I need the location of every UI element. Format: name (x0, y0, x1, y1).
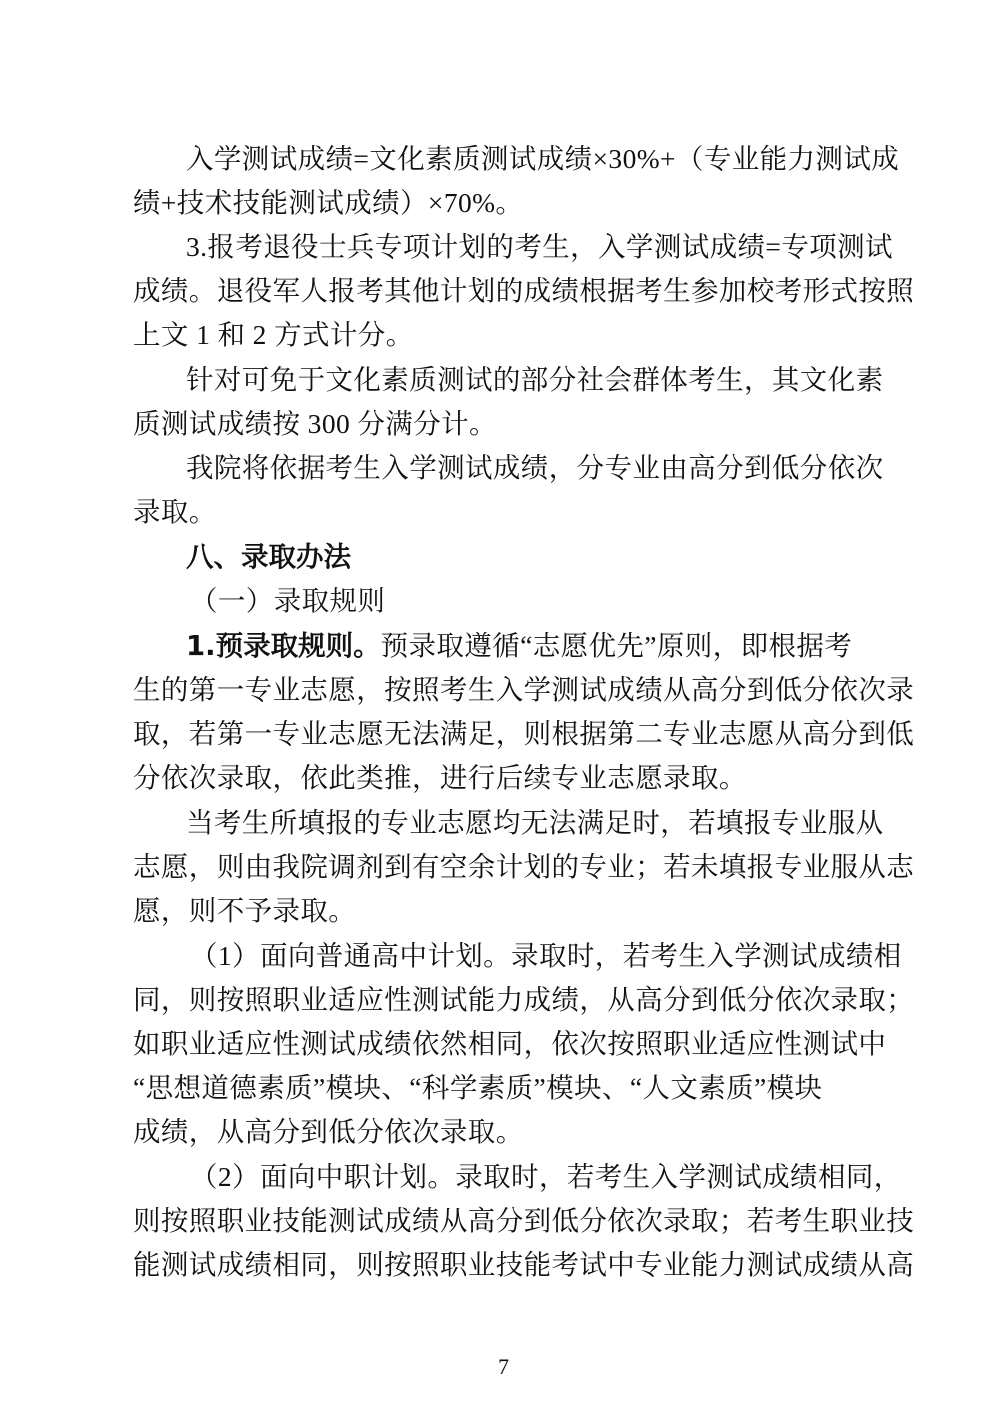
paragraph-line: （2）面向中职计划。录取时，若考生入学测试成绩相同， (190, 1161, 902, 1192)
rule1-text: 预录取遵循“志愿优先”原则，即根据考 (380, 630, 853, 661)
paragraph-line: 3.报考退役士兵专项计划的考生，入学测试成绩=专项测试 (186, 231, 893, 262)
section-heading: 八、录取办法 (186, 541, 351, 573)
paragraph-line: 取，若第一专业志愿无法满足，则根据第二专业志愿从高分到低 (133, 718, 915, 749)
paragraph-line: 志愿，则由我院调剂到有空余计划的专业；若未填报专业服从志 (133, 851, 915, 882)
paragraph-line: 成绩，从高分到低分依次录取。 (133, 1116, 524, 1147)
paragraph-line: 当考生所填报的专业志愿均无法满足时，若填报专业服从 (186, 807, 884, 838)
paragraph-line: 能测试成绩相同，则按照职业技能考试中专业能力测试成绩从高 (133, 1249, 915, 1280)
paragraph-line: 我院将依据考生入学测试成绩，分专业由高分到低分依次 (186, 452, 884, 483)
paragraph-line: 上文 1 和 2 方式计分。 (133, 319, 414, 350)
paragraph-line: （1）面向普通高中计划。录取时，若考生入学测试成绩相 (190, 940, 902, 971)
paragraph-line: 绩+技术技能测试成绩）×70%。 (133, 187, 524, 218)
page-number: 7 (498, 1354, 509, 1379)
paragraph-line: 愿，则不予录取。 (133, 895, 357, 926)
paragraph-line: 同，则按照职业适应性测试能力成绩，从高分到低分依次录取； (133, 984, 915, 1015)
subsection-heading: （一）录取规则 (190, 585, 386, 616)
paragraph-line: 录取。 (133, 496, 217, 527)
rule1-first-line (186, 624, 852, 668)
paragraph-line: 成绩。退役军人报考其他计划的成绩根据考生参加校考形式按照 (133, 275, 915, 306)
paragraph-line: 则按照职业技能测试成绩从高分到低分依次录取；若考生职业技 (133, 1205, 915, 1236)
rule1-title: 1.预录取规则。 (186, 630, 381, 662)
paragraph-line: 入学测试成绩=文化素质测试成绩×30%+（专业能力测试成 (186, 143, 900, 174)
paragraph-line: “思想道德素质”模块、“科学素质”模块、“人文素质”模块 (133, 1072, 823, 1103)
paragraph-line: 质测试成绩按 300 分满分计。 (133, 408, 497, 439)
paragraph-line: 如职业适应性测试成绩依然相同，依次按照职业适应性测试中 (133, 1028, 887, 1059)
paragraph-line: 针对可免于文化素质测试的部分社会群体考生，其文化素 (186, 364, 884, 395)
paragraph-line: 分依次录取，依此类推，进行后续专业志愿录取。 (133, 762, 747, 793)
paragraph-line: 生的第一专业志愿，按照考生入学测试成绩从高分到低分依次录 (133, 674, 915, 705)
